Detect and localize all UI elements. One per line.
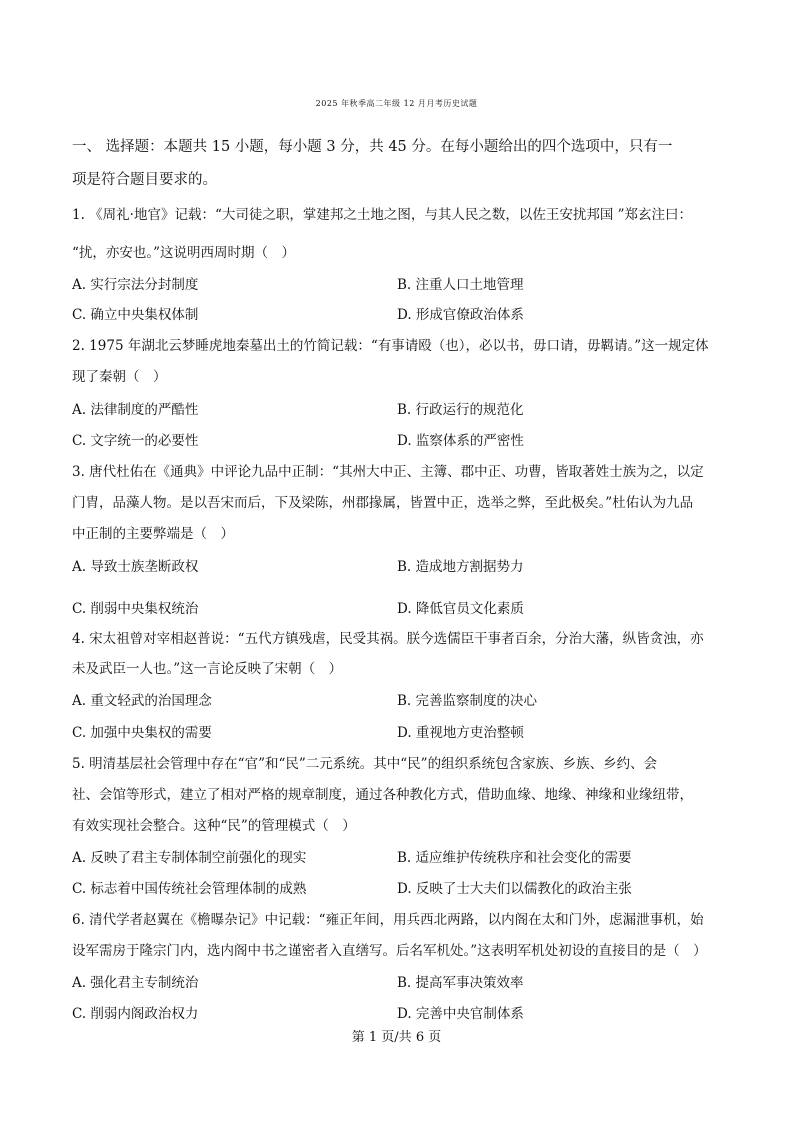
question-3-option-b: B. 造成地方割据势力 [397, 559, 524, 575]
question-5-option-c: C. 标志着中国传统社会管理体制的成熟 [72, 881, 307, 897]
question-6-option-d: D. 完善中央官制体系 [397, 1006, 524, 1022]
question-1-stem-line-2: “扰，亦安也。”这说明西周时期（ ） [72, 245, 296, 261]
question-5-option-a: A. 反映了君主专制体制空前强化的现实 [72, 850, 307, 866]
question-4-stem-line-2: 未及武臣一人也。”这一言论反映了宋朝（ ） [72, 661, 343, 677]
question-3-option-d: D. 降低官员文化素质 [397, 601, 524, 617]
question-4-option-c: C. 加强中央集权的需要 [72, 725, 212, 741]
question-3-stem-line-1: 3. 唐代杜佑在《通典》中评论九品中正制：“其州大中正、主簿、郡中正、功曹，皆取著姓士族为之，以定 [72, 464, 704, 480]
question-2-option-a: A. 法律制度的严酷性 [72, 402, 199, 418]
question-6-option-c: C. 削弱内阁政治权力 [72, 1006, 199, 1022]
section-instruction-line-1: 一、 选择题：本题共 15 小题，每小题 3 分，共 45 分。在每小题给出的四个选项中，只有一 [72, 139, 673, 155]
question-6-option-b: B. 提高军事决策效率 [397, 975, 524, 991]
exam-title: 2025 年秋季高二年级 12 月月考历史试题 [315, 99, 478, 108]
question-2-stem-line-1: 2. 1975 年湖北云梦睡虎地秦墓出土的竹简记载：“有事请殴（也），必以书，毋口请，毋羁请。”这一规定体 [72, 338, 709, 354]
question-3-stem-line-2: 门胄，品藻人物。是以吾宋而后，下及梁陈，州郡掾属，皆置中正，选举之弊，至此极矣。”杜佑认为九品 [72, 495, 694, 511]
question-2-stem-line-2: 现了秦朝（ ） [72, 369, 167, 385]
question-5-stem-line-1: 5. 明清基层社会管理中存在“官”和“民”二元系统。其中“民”的组织系统包含家族、乡族、乡约、会 [72, 756, 658, 772]
question-5-stem-line-3: 有效实现社会整合。这种“民”的管理模式（ ） [72, 818, 356, 834]
question-4-option-b: B. 完善监察制度的决心 [397, 693, 538, 709]
page-footer: 第 1 页/共 6 页 [351, 1030, 442, 1045]
question-1-option-a: A. 实行宗法分封制度 [72, 277, 199, 293]
question-1-option-c: C. 确立中央集权体制 [72, 307, 199, 323]
question-2-option-c: C. 文字统一的必要性 [72, 433, 199, 449]
question-3-option-c: C. 削弱中央集权统治 [72, 601, 199, 617]
question-4-option-a: A. 重文轻武的治国理念 [72, 693, 212, 709]
question-5-option-d: D. 反映了士大夫们以儒教化的政治主张 [397, 881, 632, 897]
question-1-option-b: B. 注重人口土地管理 [397, 277, 524, 293]
question-5-option-b: B. 适应维护传统秩序和社会变化的需要 [397, 850, 632, 866]
question-5-stem-line-2: 社、会馆等形式，建立了相对严格的规章制度，通过各种教化方式，借助血缘、地缘、神缘和业缘纽带， [72, 787, 693, 803]
question-6-stem-line-1: 6. 清代学者赵翼在《檐曝杂记》中记载：“雍正年间，用兵西北两路，以内阁在太和门外，虑漏泄事机，始 [72, 912, 704, 928]
question-4-stem-line-1: 4. 宋太祖曾对宰相赵普说：“五代方镇残虐，民受其祸。朕今选儒臣干事者百余，分治大藩，纵皆贪浊，亦 [72, 631, 704, 647]
section-instruction-line-2: 项是符合题目要求的。 [72, 172, 217, 188]
question-3-stem-line-3: 中正制的主要弊端是（ ） [72, 526, 234, 542]
question-1-option-d: D. 形成官僚政治体系 [397, 307, 524, 323]
question-2-option-b: B. 行政运行的规范化 [397, 402, 524, 418]
question-6-option-a: A. 强化君主专制统治 [72, 975, 199, 991]
question-4-option-d: D. 重视地方吏治整顿 [397, 725, 524, 741]
question-1-stem-line-1: 1. 《周礼·地官》记载：“大司徒之职，掌建邦之土地之图，与其人民之数，以佐王安扰邦国 ”郑玄注曰： [72, 207, 693, 223]
question-6-stem-line-2: 设军需房于隆宗门内，选内阁中书之谨密者入直缮写。后名军机处。”这表明军机处初设的直接目的是（ ） [72, 943, 707, 959]
question-2-option-d: D. 监察体系的严密性 [397, 433, 524, 449]
question-3-option-a: A. 导致士族垄断政权 [72, 559, 199, 575]
